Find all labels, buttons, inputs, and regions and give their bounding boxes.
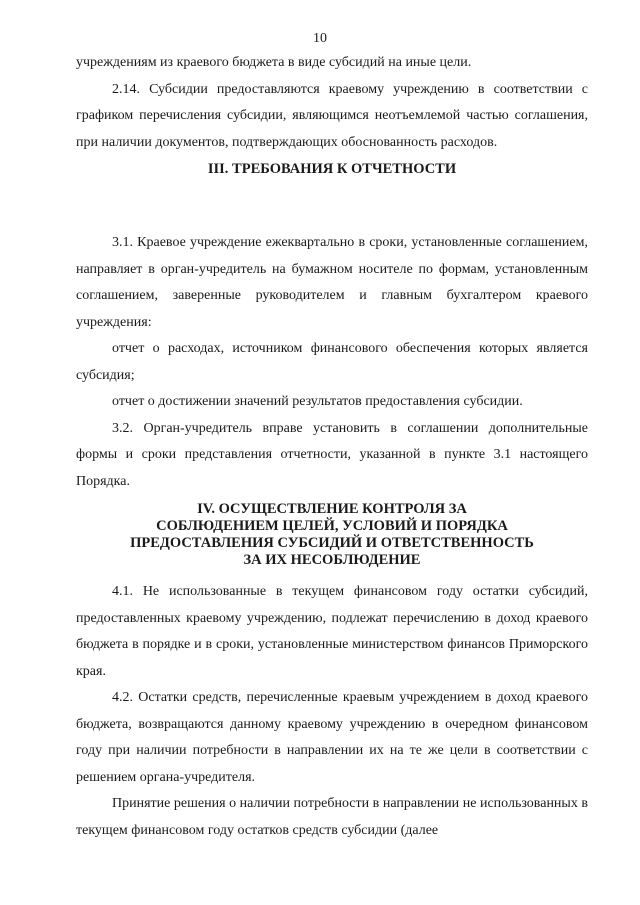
paragraph-3-2: 3.2. Орган-учредитель вправе установить в соглашении дополнительные формы и сроки представления отчетности, указанной в пункте 3.1 настоящего Порядка. (76, 420, 588, 489)
paragraph-results-report: отчет о достижении значений результатов предоставления субсидии. (112, 394, 523, 409)
section-4-heading-line: СОБЛЮДЕНИЕМ ЦЕЛЕЙ, УСЛОВИЙ И ПОРЯДКА (156, 518, 508, 534)
paragraph-expense-report: отчет о расходах, источником финансового обеспечения которых является субсидия; (76, 341, 588, 383)
section-4-heading-line: IV. ОСУЩЕСТВЛЕНИЕ КОНТРОЛЯ ЗА (197, 501, 467, 517)
paragraph-4-2: 4.2. Остатки средств, перечисленные краевым учреждением в доход краевого бюджета, возвращаются данному краевому учреждению в очередном финансовом году при наличии потребности в направлении их на те же цели в соответствии с решением органа-учредителя. (76, 690, 588, 785)
section-3-heading: III. ТРЕБОВАНИЯ К ОТЧЕТНОСТИ (207, 161, 457, 177)
paragraph-2-14: 2.14. Субсидии предоставляются краевому учреждению в соответствии с графиком перечисления субсидии, являющимся неотъемлемой частью соглашения, при наличии документов, подтверждающих обоснованность расходов. (76, 81, 588, 150)
paragraph-4-1: 4.1. Не использованные в текущем финансовом году остатки субсидий, предоставленных краевому учреждению, подлежат перечислению в доход краевого бюджета в порядке и в сроки, установленные министерством финансов Приморского края. (76, 584, 588, 679)
section-4-heading-line: ПРЕДОСТАВЛЕНИЯ СУБСИДИЙ И ОТВЕТСТВЕННОСТЬ (130, 535, 534, 551)
section-4-heading-line: ЗА ИХ НЕСОБЛЮДЕНИЕ (243, 552, 421, 568)
section-4-heading (76, 501, 588, 569)
paragraph-decision: Принятие решения о наличии потребности в направлении не использованных в текущем финансовом году остатков средств субсидии (далее (76, 796, 588, 838)
page-number: 10 (313, 31, 327, 46)
paragraph-continuation: учреждениям из краевого бюджета в виде субсидий на иные цели. (76, 55, 472, 70)
paragraph-3-1: 3.1. Краевое учреждение ежеквартально в сроки, установленные соглашением, направляет в орган-учредитель на бумажном носителе по формам, установленным соглашением, заверенные руководителем и главным бухгалтером краевого учреждения: (76, 235, 588, 330)
document-body (76, 50, 588, 844)
